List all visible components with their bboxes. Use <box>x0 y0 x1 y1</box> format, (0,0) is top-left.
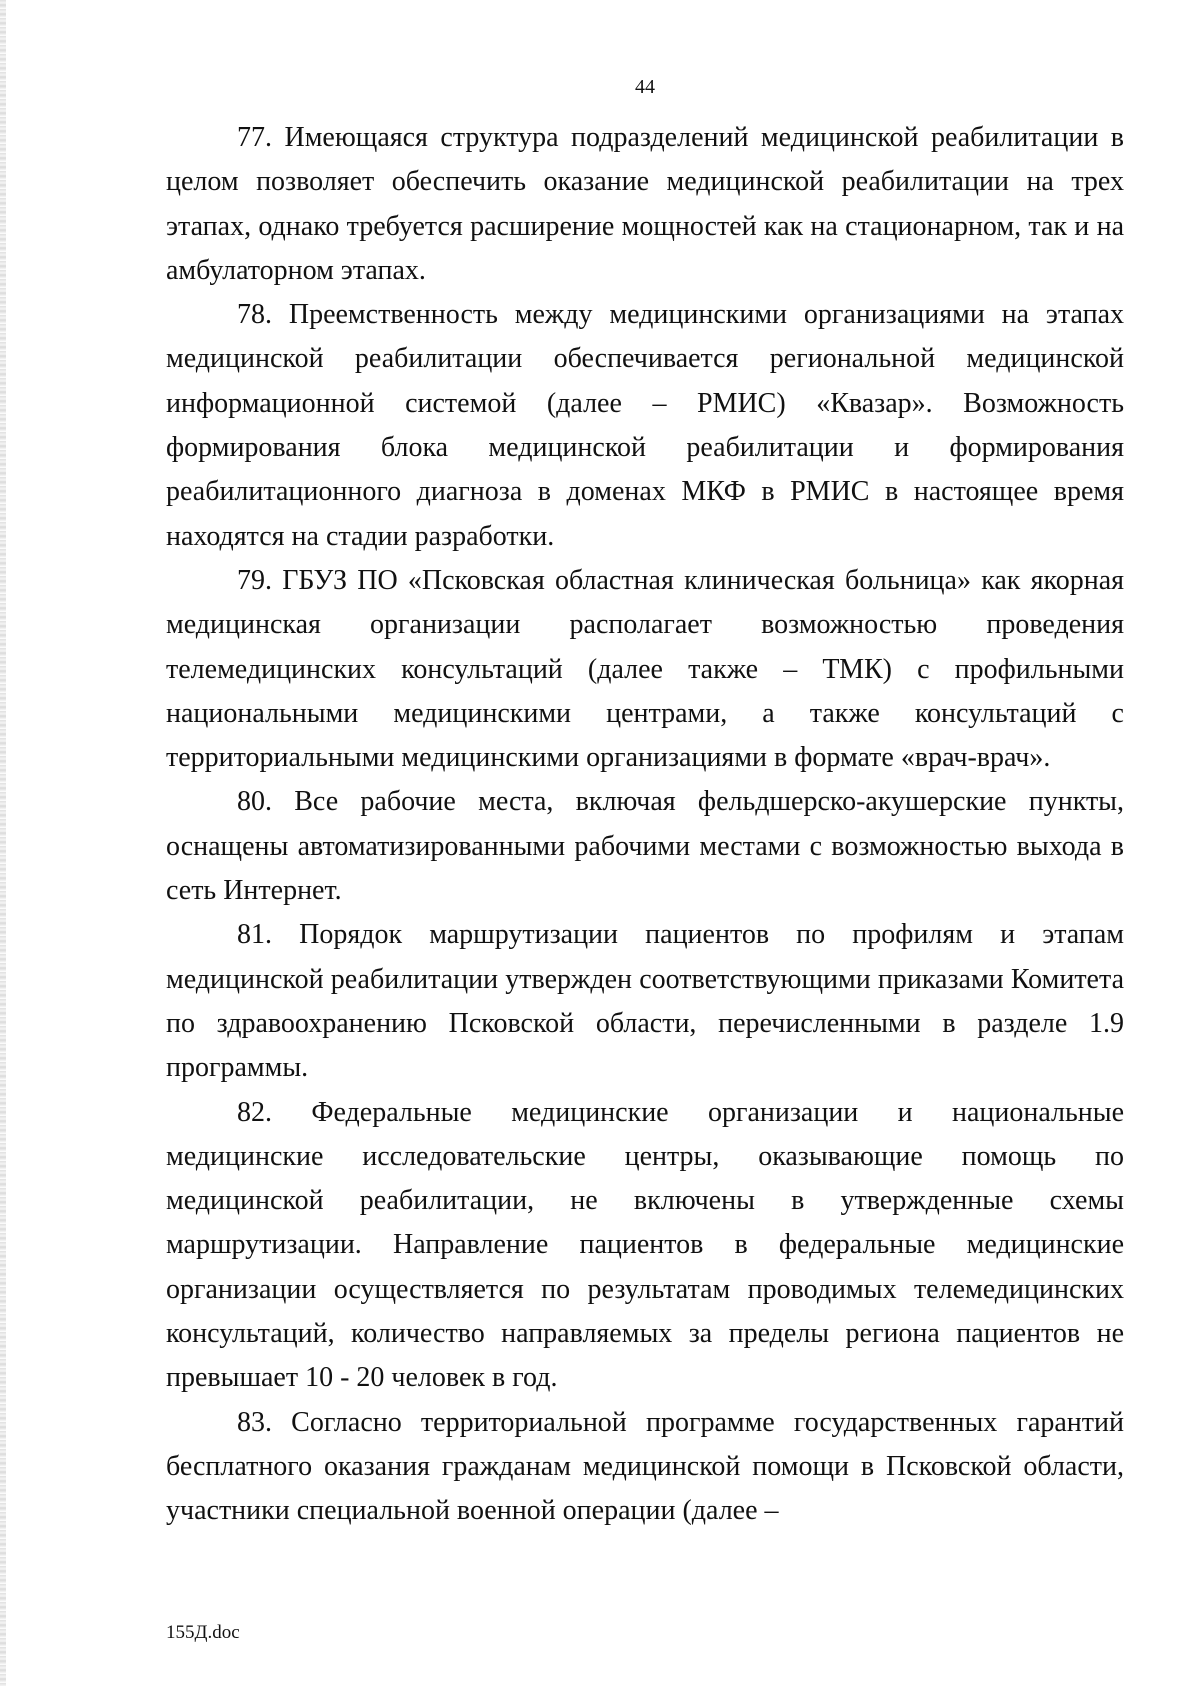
footer-filename: 155Д.doc <box>166 1622 240 1643</box>
paragraph-79: 79. ГБУЗ ПО «Псковская областная клиническая больница» как якорная медицинская организации располагает возможностью проведения телемедицинских консультаций (далее также – ТМК) с профильными национальными медицинскими центрами, а также консультаций с территориальными медицинскими организациями в формате «врач-врач». <box>166 564 1124 774</box>
paragraph-80: 80. Все рабочие места, включая фельдшерско-акушерские пункты, оснащены автоматизированными рабочими местами с возможностью выхода в сеть Интернет. <box>166 786 1124 907</box>
paragraph-81: 81. Порядок маршрутизации пациентов по профилям и этапам медицинской реабилитации утвержден соответствующими приказами Комитета по здравоохранению Псковской области, перечисленными в разделе 1.9 программы. <box>166 919 1124 1084</box>
paragraph-77: 77. Имеющаяся структура подразделений медицинской реабилитации в целом позволяет обеспечить оказание медицинской реабилитации на трех этапах, однако требуется расширение мощностей как на стационарном, так и на амбулаторном этапах. <box>166 122 1124 286</box>
document-body <box>166 116 1124 1534</box>
paragraph-83: 83. Согласно территориальной программе государственных гарантий бесплатного оказания гражданам медицинской помощи в Псковской области, участники специальной военной операции (далее – <box>166 1406 1124 1527</box>
paragraph-82: 82. Федеральные медицинские организации и национальные медицинские исследовательские центры, оказывающие помощь по медицинской реабилитации, не включены в утвержденные схемы маршрутизации. Направление пациентов в федеральные медицинские организации осуществляется по результатам проводимых телемедицинских консультаций, количество направляемых за пределы региона пациентов не превышает 10 - 20 человек в год. <box>166 1096 1124 1394</box>
scan-edge <box>0 0 6 1686</box>
page-number: 44 <box>635 76 655 98</box>
paragraph-78: 78. Преемственность между медицинскими организациями на этапах медицинской реабилитации обеспечивается региональной медицинской информационной системой (далее – РМИС) «Квазар». Возможность формирования блока медицинской реабилитации и формирования реабилитационного диагноза в доменах МКФ в РМИС в настоящее время находятся на стадии разработки. <box>166 299 1124 552</box>
